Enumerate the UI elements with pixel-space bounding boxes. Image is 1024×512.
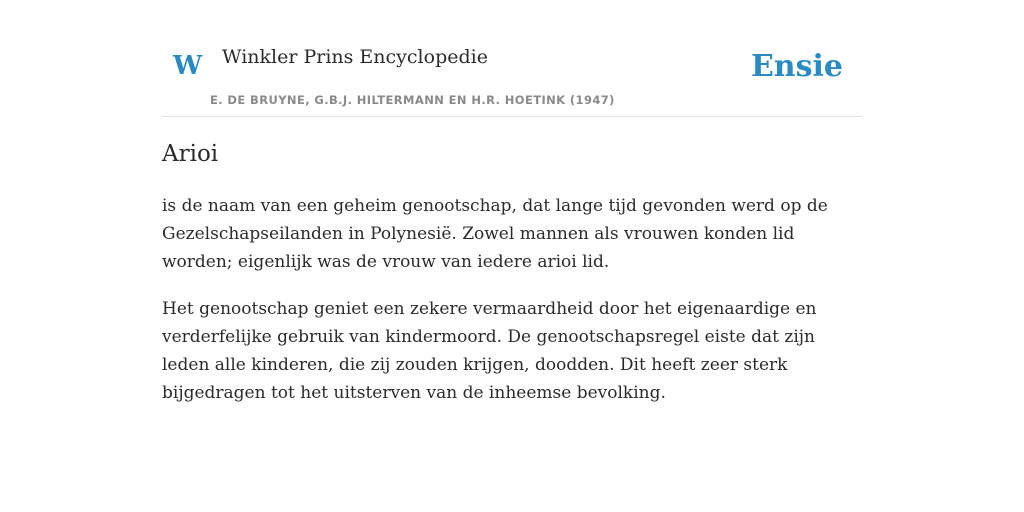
article [162, 138, 862, 407]
source-authors: E. DE BRUYNE, G.B.J. HILTERMANN EN H.R. HOETINK (1947) [210, 93, 615, 107]
article-paragraph: is de naam van een geheim genootschap, dat lange tijd gevonden werd op de Gezelschapseilanden in Polynesië. Zowel mannen als vrouwen konden lid worden; eigenlijk was de vrouw van iedere arioi lid. [162, 196, 828, 272]
source-logo[interactable]: W [173, 51, 203, 81]
source-header [162, 0, 862, 117]
article-body [162, 192, 862, 407]
source-title[interactable]: Winkler Prins Encyclopedie [222, 46, 488, 68]
brand-logo-link[interactable]: Ensie [750, 49, 843, 84]
article-paragraph: Het genootschap geniet een zekere vermaardheid door het eigenaardige en verderfelijke gebruik van kindermoord. De genootschapsregel eiste dat zijn leden alle kinderen, die zij zouden krijgen, doodden. Dit heeft zeer sterk bijgedragen tot het uitsterven van de inheemse bevolking. [162, 299, 817, 403]
article-title: Arioi [162, 141, 219, 167]
